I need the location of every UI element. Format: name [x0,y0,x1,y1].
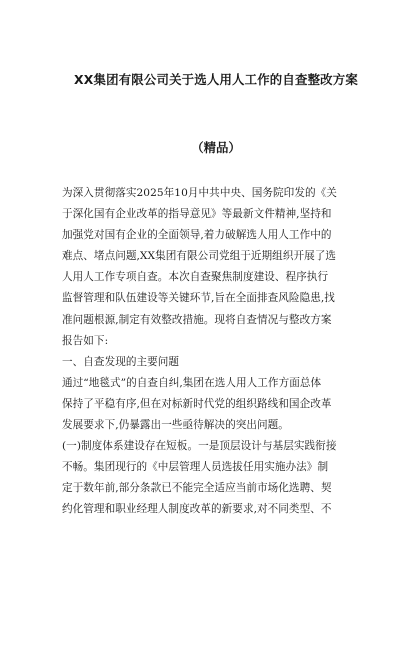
body-line: 监督管理和队伍建设等关键环节,旨在全面排查风险隐患,找 [62,292,335,305]
body-line: 通过“地毯式”的自查自纠,集团在选人用人工作方面总体 [62,376,322,389]
body-line: 于深化国有企业改革的指导意见》等最新文件精神,坚持和 [62,208,332,221]
body-line: 人用人工作专项自查。本次自查聚焦制度建设、程序执行 [62,271,329,284]
body-line: 报告如下: [62,334,109,347]
document-title: XX集团有限公司关于选人用人工作的自查整改方案 [74,72,358,87]
body-line: 保持了平稳有序,但在对标新时代党的组织路线和国企改革 [62,397,332,410]
body-line: 准问题根源,制定有效整改措施。现将自查情况与整改方案 [62,313,332,326]
body-line: 加强党对国有企业的全面领导,着力破解选人用人工作中的 [62,229,332,242]
body-line: 约化管理和职业经理人制度改革的新要求,对不同类型、不 [62,503,332,516]
body-line: 定于数年前,部分条款已不能完全适应当前市场化选聘、契 [62,482,332,495]
document-page [0,70,410,650]
body-line: 不畅。集团现行的《中层管理人员选拔任用实施办法》制 [62,461,329,474]
section-heading: 一、自查发现的主要问题 [62,355,180,368]
document-body [62,183,370,521]
body-line: (一)制度体系建设存在短板。一是顶层设计与基层实践衔接 [62,440,337,453]
document-subtitle: （精品） [191,140,241,155]
body-line: 发展要求下,仍暴露出一些亟待解决的突出问题。 [62,419,289,432]
body-line: 难点、堵点问题,XX集团有限公司党组于近期组织开展了选 [62,250,337,263]
body-line: 为深入贯彻落实2025年10月中共中央、国务院印发的《关 [62,187,337,199]
